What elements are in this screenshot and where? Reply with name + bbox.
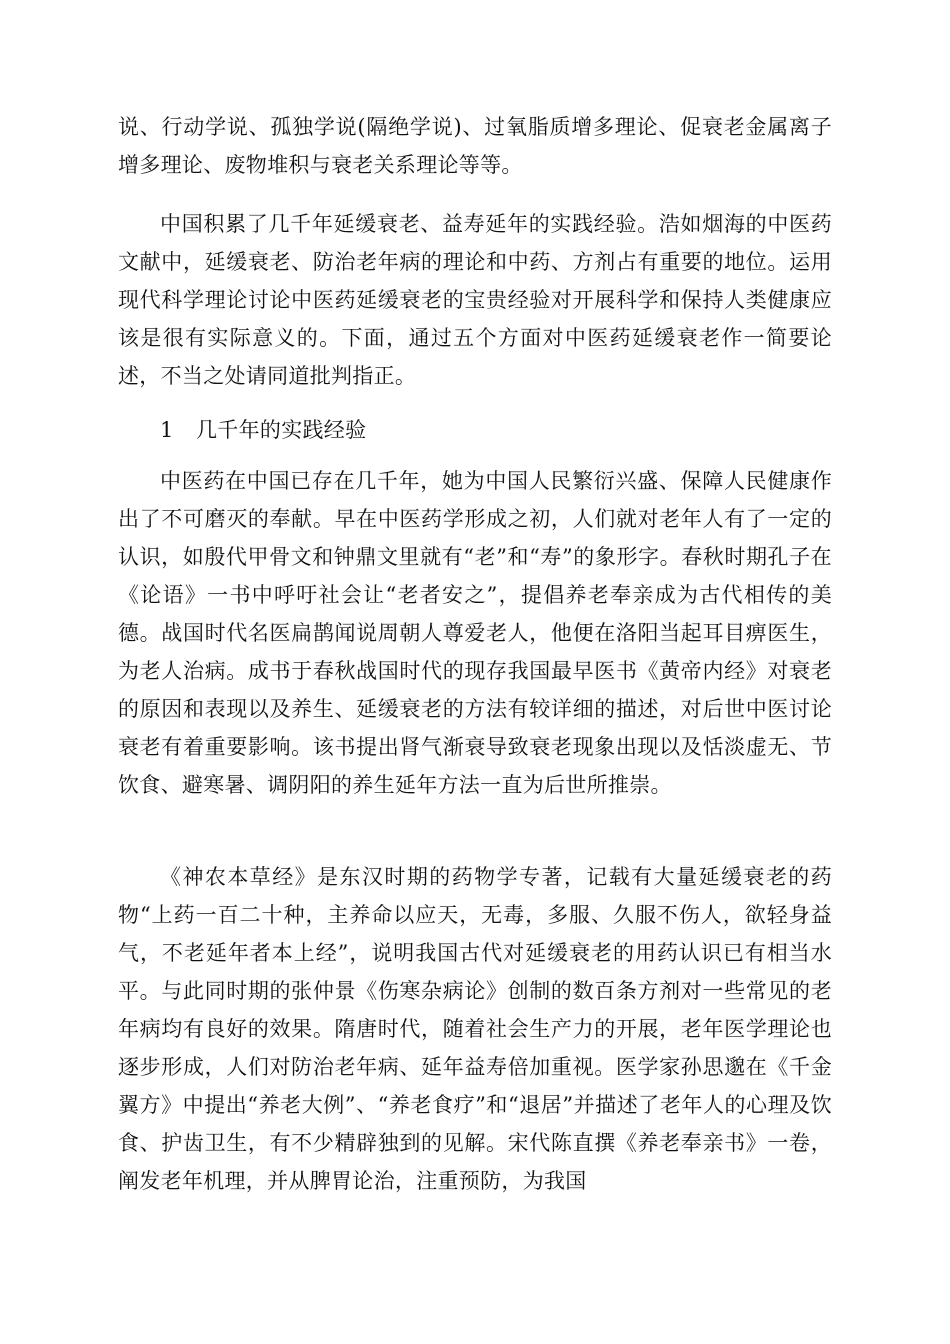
paragraph-history: 中医药在中国已存在几千年，她为中国人民繁衍兴盛、保障人民健康作出了不可磨灭的奉献。早在中医药学形成之初，人们就对老年人有了一定的认识，如殷代甲骨文和钟鼎文里就有“老”和“寿”的象形字。春秋时期孔子在《论语》一书中呼吁社会让“老者安之”，提倡养老奉亲成为古代相传的美德。战国时代名医扁鹊闻说周朝人尊爱老人，他便在洛阳当起耳目痹医生，为老人治病。成书于春秋战国时代的现存我国最早医书《黄帝内经》对衰老的原因和表现以及养生、延缓衰老的方法有较详细的描述，对后世中医讨论衰老有着重要影响。该书提出肾气渐衰导致衰老现象出现以及恬淡虚无、节饮食、避寒暑、调阴阳的养生延年方法一直为后世所推崇。: [118, 469, 832, 797]
section-number: 1: [160, 418, 174, 442]
paragraph-classics: 《神农本草经》是东汉时期的药物学专著，记载有大量延缓衰老的药物“上药一百二十种，主养命以应天，无毒，多服、久服不伤人，欲轻身益气，不老延年者本上经”，说明我国古代对延缓衰老的用药认识已有相当水平。与此同时期的张仲景《伤寒杂病论》创制的数百条方剂对一些常见的老年病均有良好的效果。隋唐时代，随着社会生产力的开展，老年医学理论也逐步形成，人们对防治老年病、延年益寿倍加重视。医学家孙思邈在《千金翼方》中提出“养老大例”、“养老食疗”和“退居”并描述了老年人的心理及饮食、护齿卫生，有不少精辟独到的见解。宋代陈直撰《养老奉亲书》一卷，阐发老年机理，并从脾胃论治，注重预防，为我国: [118, 865, 832, 1193]
section-title: 几千年的实践经验: [196, 418, 367, 442]
paragraph-continued: 说、行动学说、孤独学说(隔绝学说)、过氧脂质增多理论、促衰老金属离子增多理论、废物堆积与衰老关系理论等等。: [118, 115, 832, 177]
section-heading: [160, 411, 366, 449]
paragraph-intro: 中国积累了几千年延缓衰老、益寿延年的实践经验。浩如烟海的中医药文献中，延缓衰老、防治老年病的理论和中药、方剂占有重要的地位。运用现代科学理论讨论中医药延缓衰老的宝贵经验对开展科学和保持人类健康应该是很有实际意义的。下面，通过五个方面对中医药延缓衰老作一简要论述，不当之处请同道批判指正。: [118, 212, 832, 388]
